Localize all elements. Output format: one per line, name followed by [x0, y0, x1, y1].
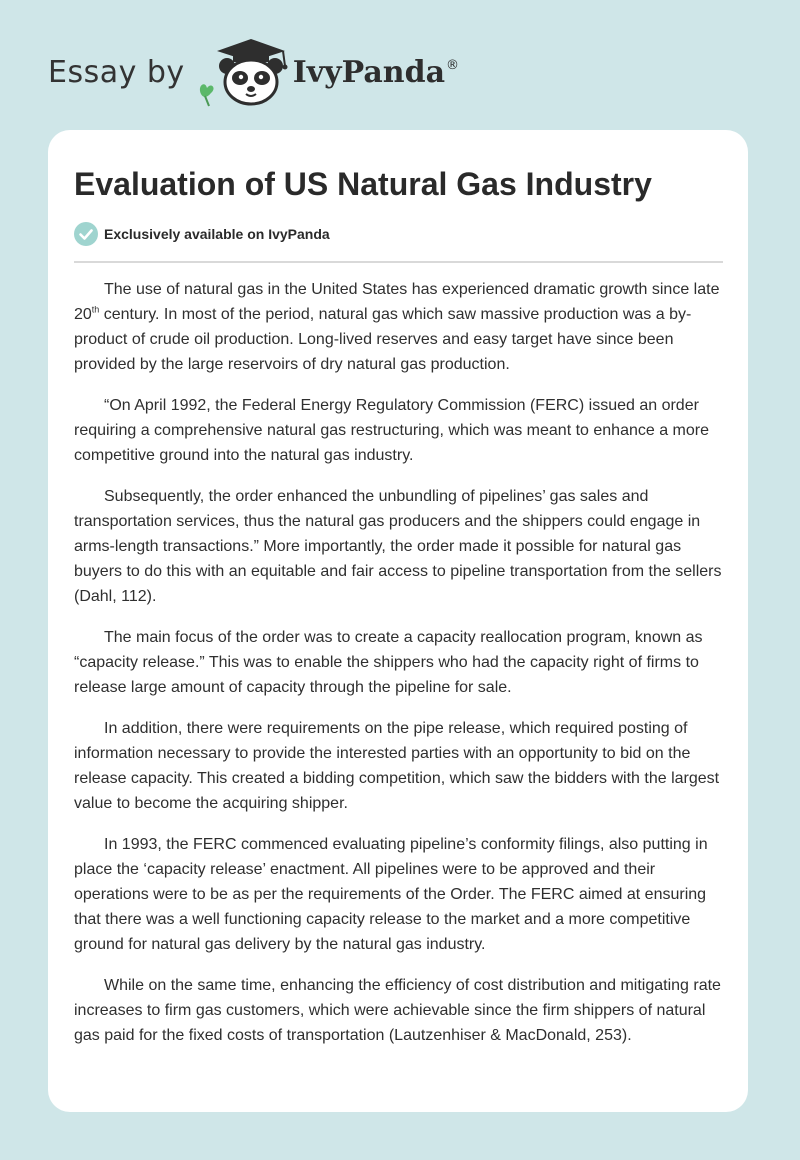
check-circle-icon — [74, 222, 98, 246]
paragraph-2: “On April 1992, the Federal Energy Regulatory Commission (FERC) issued an order requiring a comprehensive natural gas restructuring, which was meant to enhance a more competitive ground into the natural gas industry. — [74, 397, 709, 464]
paragraph-5: In addition, there were requirements on the pipe release, which required posting of information necessary to provide the interested parties with an opportunity to bid on the release capacity. This created a bidding competition, which saw the bidders with the largest value to become the acquiring shipper. — [74, 720, 720, 812]
registered-mark: ® — [446, 58, 460, 73]
paragraph-1-text-rest: century. In most of the period, natural gas which saw massive production was a by-product of crude oil production. Long-lived reserves and easy target have since been provided by the large reservoirs of dry natural gas production. — [74, 306, 692, 373]
essay-card — [48, 130, 748, 1112]
page-title: Evaluation of US Natural Gas Industry — [74, 166, 652, 202]
brand-name: IvyPanda — [292, 54, 446, 90]
divider — [74, 261, 723, 263]
essay-by-label: Essay by — [48, 54, 185, 90]
paragraph-1 — [74, 277, 725, 377]
essay-body — [74, 277, 725, 1064]
paragraph-3: Subsequently, the order enhanced the unbundling of pipelines’ gas sales and transportation services, thus the natural gas producers and the shippers could engage in arms-length transactions.” More importantly, the order made it possible for natural gas buyers to do this with an equitable and fair access to pipeline transportation from the sellers (Dahl, 112). — [74, 488, 722, 605]
paragraph-6: In 1993, the FERC commenced evaluating pipeline’s conformity filings, also putting in place the ‘capacity release’ enactment. All pipelines were to be approved and their operations were to be as per the requirements of the Order. The FERC aimed at ensuring that there was a well functioning capacity release to the market and a more competitive ground for natural gas delivery by the natural gas industry. — [74, 836, 708, 953]
exclusive-label: Exclusively available on IvyPanda — [104, 226, 330, 242]
paragraph-4: The main focus of the order was to create a capacity reallocation program, known as “capacity release.” This was to enable the shippers who had the capacity right of firms to release large amount of capacity through the pipeline for sale. — [74, 629, 703, 696]
paragraph-7: While on the same time, enhancing the efficiency of cost distribution and mitigating rate increases to firm gas customers, which were achievable since the firm shippers of natural gas paid for the fixed costs of transportation (Lautzenhiser & MacDonald, 253). — [74, 977, 721, 1044]
panda-mascot-icon — [199, 36, 291, 108]
paragraph-1-text: The use of natural gas in the United States has experienced dramatic growth since late 20 — [74, 281, 720, 323]
exclusive-badge — [74, 222, 330, 246]
ordinal-suffix: th — [91, 304, 100, 315]
brand-logo[interactable] — [48, 36, 459, 108]
